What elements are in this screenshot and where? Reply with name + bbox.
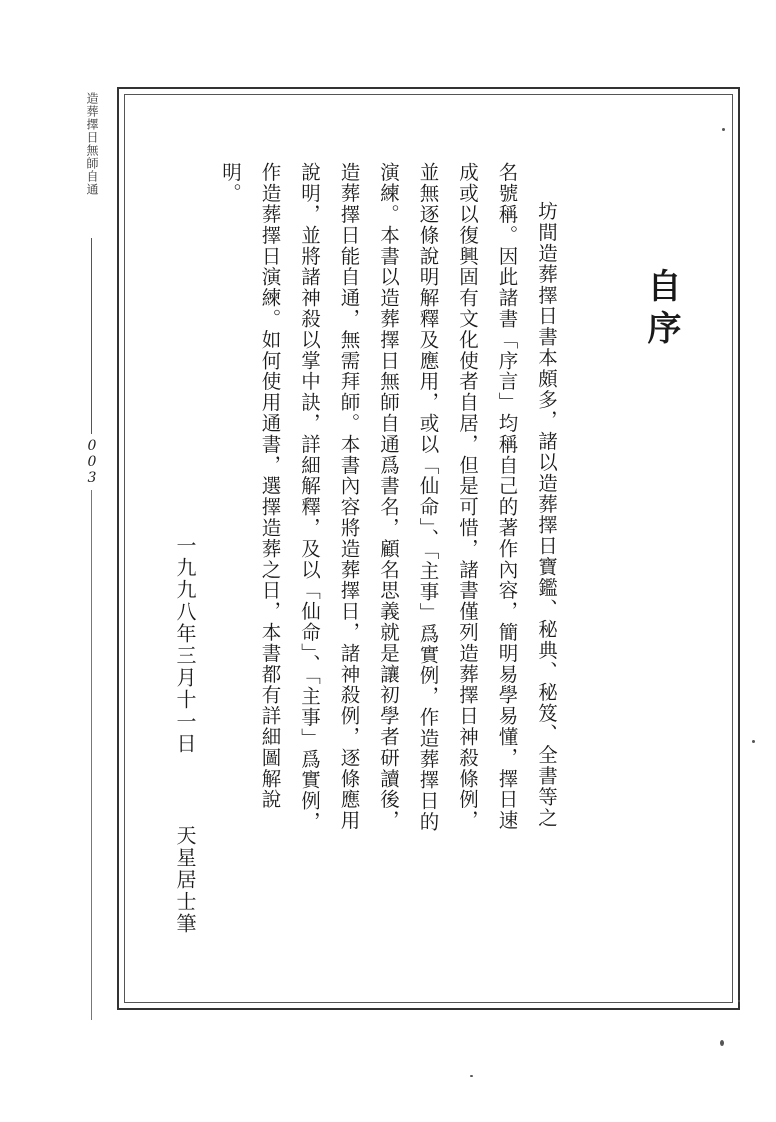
preface-title: 自序 bbox=[641, 268, 681, 352]
signature-block bbox=[165, 535, 205, 935]
scan-speck bbox=[470, 1075, 473, 1077]
signature-author: 天星居士筆 bbox=[173, 825, 197, 935]
signature-date: 一九九八年三月十一日 bbox=[173, 535, 197, 755]
scan-speck bbox=[738, 1000, 740, 1002]
scan-speck bbox=[720, 1040, 724, 1046]
preface-body bbox=[211, 162, 567, 842]
scan-speck bbox=[752, 740, 755, 743]
running-header: 造葬擇日無師自通 bbox=[85, 92, 99, 196]
scan-speck bbox=[722, 128, 725, 131]
preface-paragraph: 坊間造葬擇日書本頗多，諸以造葬擇日寶鑑、秘典、秘笈、全書等之名號稱。因此諸書「序言」均稱自己的著作內容，簡明易學易懂，擇日速成或以復興固有文化使者自居，但是可惜，諸書僅列造葬擇日神殺條例，並無逐條說明解釋及應用，或以「仙命」、「主事」爲實例，作造葬擇日的演練。本書以造葬擇日無師自通爲書名，顧名思義就是讓初學者研讀後，造葬擇日能自通，無需拜師。本書內容將造葬擇日，諸神殺例，逐條應用說明，並將諸神殺以掌中訣，詳細解釋，及以「仙命」、「主事」爲實例，作造葬擇日演練。如何使用通書，選擇造葬之日，本書都有詳細圖解說明。 bbox=[219, 162, 558, 833]
margin-rule bbox=[91, 238, 92, 434]
margin-rule-lower bbox=[91, 490, 92, 1020]
page-number: 003 bbox=[84, 438, 100, 486]
